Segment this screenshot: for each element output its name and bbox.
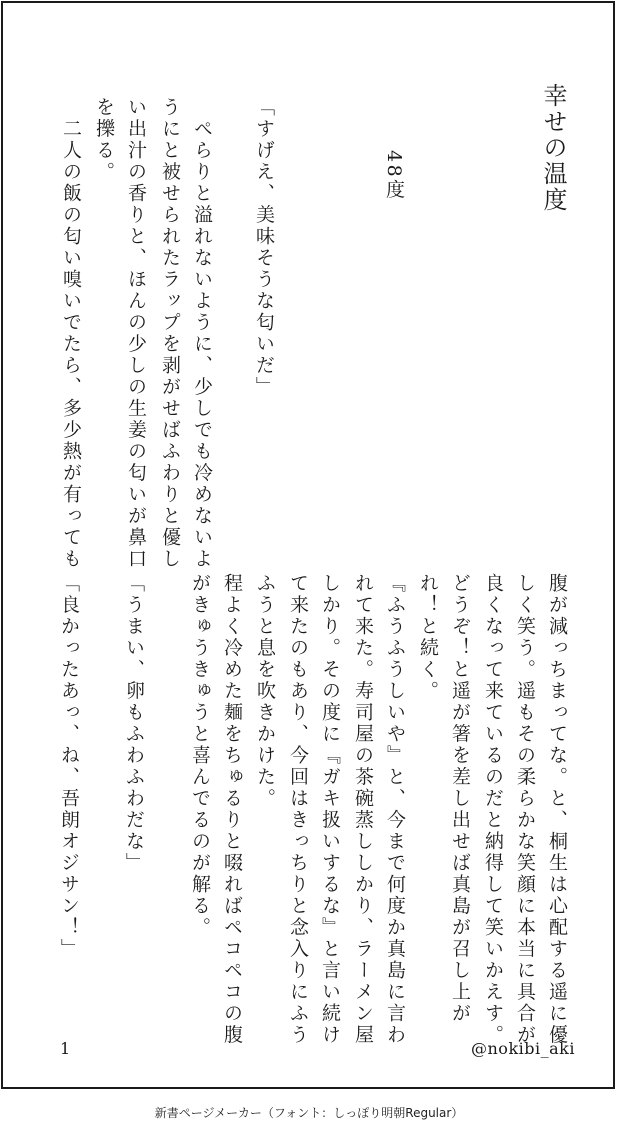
text-column-upper-3: ぺらりと溢れないように、少しでも冷めないよ [191,97,213,570]
story-title: 幸せの温度 [539,83,567,213]
author-handle: @nokibi_aki [471,1039,575,1058]
text-column-upper-6: を擽る。 [93,97,115,183]
text-column-upper-2: 「すげえ、美味そうな匂いだ」 [253,97,275,398]
text-column-lower-8: しかり。その度に『ガキ扱いするな』と言い続け [319,573,341,1046]
text-column-lower-11: 程よく冷めた麺をちゅるりと啜ればペコペコの腹 [221,573,243,1046]
book-page [1,1,615,1089]
text-column-lower-1: 腹が減っちまってな。と、桐生は心配する遥に優 [546,573,568,1046]
text-column-lower-14: 「うまい、卵もふわふわだな」 [123,573,145,874]
text-column-lower-3: 良くなって来ているのだと納得して笑いかえす。 [482,573,504,1046]
text-column-lower-12: がきゅうきゅうと喜んでるのが解る。 [189,573,211,939]
text-column-upper-4: うにと被せられたラップを剥がせばふわりと優し [159,97,181,570]
text-column-lower-4: どうぞ！と遥が箸を差し出せば真島が召し上が [449,573,471,1025]
text-column-upper-5: い出汁の香りと、ほんの少しの生姜の匂いが鼻口 [125,97,147,570]
text-column-lower-6: 『ふうふうしいや』と、今まで何度か真島に言わ [384,573,406,1046]
text-column-lower-13 [154,573,176,1013]
text-column-lower-10: ふうと息を吹きかけた。 [254,573,276,810]
generator-credit: 新書ページメーカー（フォント：しっぽり明朝Regular） [154,1106,464,1120]
page-number: 1 [60,1039,71,1058]
text-column-lower-9: て来たのもあり、今回はきっちりと念入りにふう [287,573,309,1046]
text-column-lower-7: れて来た。寿司屋の茶碗蒸ししかり、ラーメン屋 [352,573,374,1046]
text-column-lower-2: しく笑う。遥もその柔らかな笑顔に本当に具合が [514,573,536,1046]
text-column-lower-5: れ！と続く。 [417,573,439,702]
text-column-lower-16: 「良かったあっ、ね、吾朗オジサン！」 [58,573,80,960]
text-column-lower-15 [89,573,111,1013]
text-column-upper-7: 二人の飯の匂い嗅いでたら、多少熱が有っても [60,97,82,570]
text-column-upper-1: 48度 [383,107,405,201]
